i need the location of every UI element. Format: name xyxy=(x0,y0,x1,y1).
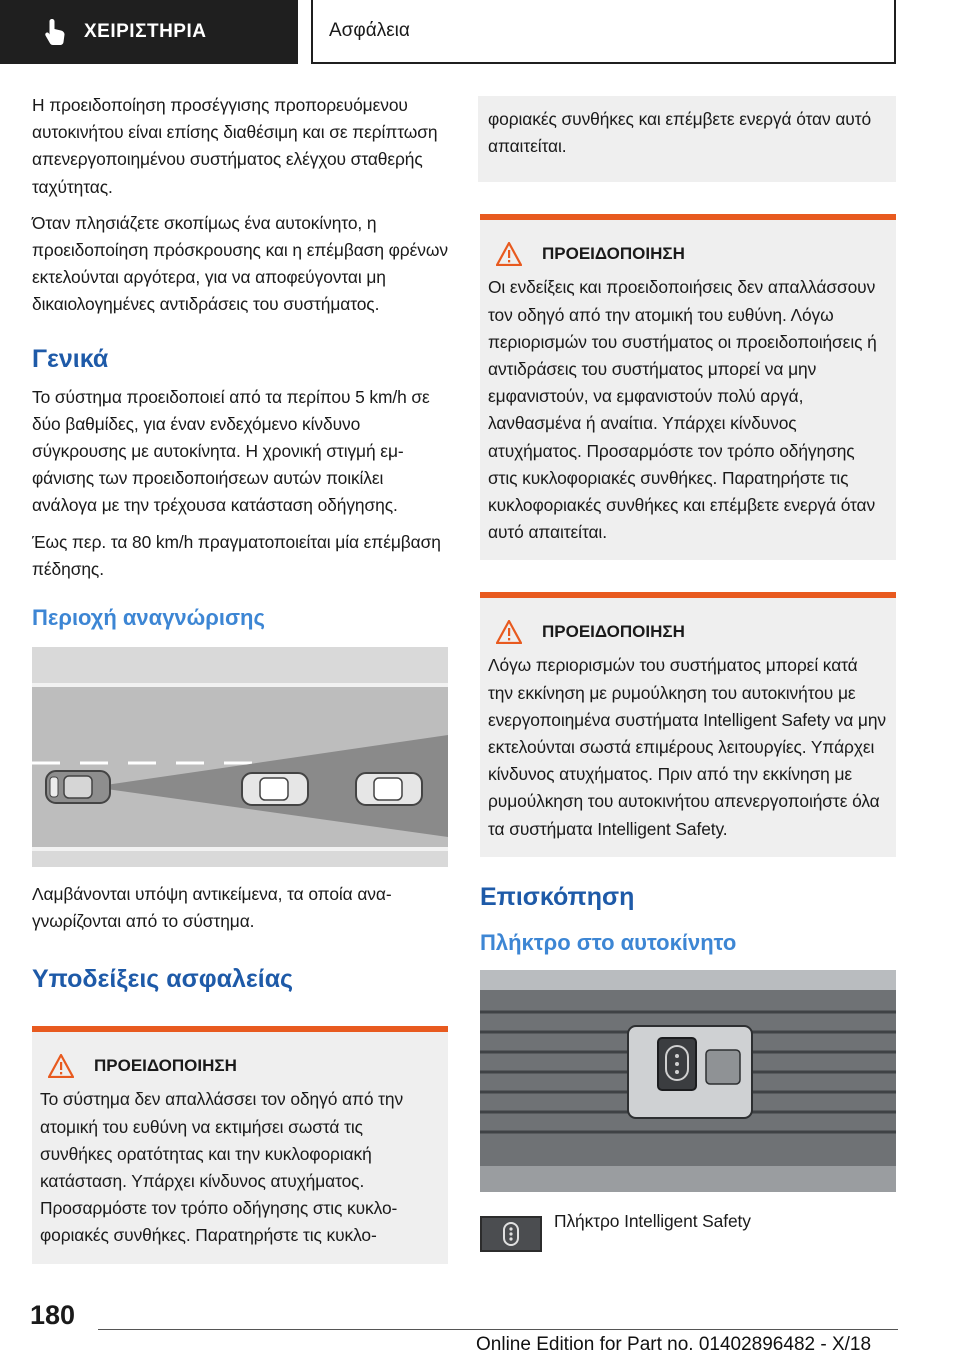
left-column xyxy=(32,92,448,1264)
dashboard-button-photo xyxy=(480,970,896,1192)
page-number: 180 xyxy=(30,1300,76,1330)
warning-continuation xyxy=(478,96,896,182)
warning-title: ΠΡΟΕΙΔΟΠΟΙΗΣΗ xyxy=(542,622,685,642)
warning-text: φοριακές συνθήκες και επέμβετε ενεργά όταν αυτό απαιτείται. xyxy=(488,109,872,157)
ego-car xyxy=(46,771,110,803)
detection-area-illustration xyxy=(32,647,448,867)
warning-text: Το σύστημα δεν απαλλάσσει τον οδηγό από την ατομική του ευθύνη να εκτιμήσει σωστά τις συνθήκες ορατότητας και την κυκλοφοριακή κατάσταση. Υπάρχει κίνδυνος ατυχήματος. Προσαρμόστε τον τρόπο οδήγησης στις κυκλοφοριακές συνθήκες. Παρατηρήστε τις κυκλο- xyxy=(40,1089,404,1246)
warning-title: ΠΡΟΕΙΔΟΠΟΙΗΣΗ xyxy=(542,244,685,264)
car-ahead-1 xyxy=(242,773,308,805)
warning-box xyxy=(480,214,896,560)
figure-caption: Λαμβάνονται υπόψη αντικείμενα, τα οποία αναγνωρίζονται από το σύστημα. xyxy=(32,884,392,932)
intelligent-safety-button xyxy=(480,1216,542,1252)
warning-triangle-icon xyxy=(48,1054,74,1078)
intelligent-safety-button-icon xyxy=(658,1038,696,1090)
heading-safety-notes: Υποδείξεις ασφαλείας xyxy=(32,965,294,994)
warning-box xyxy=(32,1026,448,1263)
chapter-label: Ασφάλεια xyxy=(329,20,410,41)
button-caption: Πλήκτρο Intelligent Safety xyxy=(554,1210,751,1231)
warning-text: Οι ενδείξεις και προειδοποιήσεις δεν απαλλάσσουν τον οδηγό από την ατομική του ευθύνη. Λόγω περιορισμών του συστήματος οι προειδοποιήσεις ή αντιδράσεις του συστήματος μπορεί να μην εμφανιστούν, να εμφανιστούν πολύ αργά, λανθασμένα ή αναίτια. Υπάρχει κίνδυνος ατυχήματος. Προσαρμόστε τον τρόπο οδήγησης στις κυκλοφοριακές συνθήκες. Παρατηρήστε τις κυκλοφοριακές συνθήκες και επέμβετε ενεργά όταν αυτό απαιτείται. xyxy=(488,277,877,543)
intelligent-safety-icon xyxy=(501,1221,521,1247)
warning-box xyxy=(480,592,896,856)
edition-footer: Online Edition for Part no. 01402896482 - X/18 xyxy=(476,1334,872,1355)
hand-pointer-icon xyxy=(44,18,66,46)
heading-button-in-vehicle: Πλήκτρο στο αυτοκίνητο xyxy=(480,929,737,955)
paragraph: Η προειδοποίηση προσέγγισης προπορευόμενου αυτοκινήτου είναι επίσης διαθέσιμη και σε περίπτωση απενεργοποιημένου συστήματος ελέγχου σταθερής ταχύτητας. xyxy=(32,95,438,197)
section-label: ΧΕΙΡΙΣΤΗΡΙΑ xyxy=(84,21,207,42)
header-section-tab xyxy=(0,0,298,64)
warning-triangle-icon xyxy=(496,620,522,644)
paragraph: Το σύστημα προειδοποιεί από τα περίπου 5 km/h σε δύο βαθμίδες, για έναν ενδεχόμενο κίνδυνο σύγκρουσης με αυτοκίνητα. Η χρονική στιγμή εμφάνισης των προειδοποιήσεων αυτών ποικίλει ανάλογα με την τρέχουσα κατάσταση οδήγησης. xyxy=(32,386,430,516)
warning-text: Λόγω περιορισμών του συστήματος μπορεί κατά την εκκίνηση με ρυμούλκηση του αυτοκινήτου με ενεργοποιημένα συστήματα Intelligent Safety να μην εκτελούνται σωστά επιμέρους λειτουργίες. Υπάρχει κίνδυνος ατυχήματος. Πριν από την εκκίνηση με ρυμούλκηση του αυτοκινήτου απενεργοποιήστε όλα τα συστήματα Intelligent Safety. xyxy=(488,655,887,839)
car-ahead-2 xyxy=(356,773,422,805)
footer-divider xyxy=(98,1329,898,1330)
button-caption-row xyxy=(480,1208,896,1252)
paragraph: Όταν πλησιάζετε σκοπίμως ένα αυτοκίνητο, η προειδοποίηση πρόσκρουσης και η επέμβαση φρένων εκτελούνται αργότερα, για να αποφεύγονται μη δικαιολογημένες αντιδράσεις του συστήματος. xyxy=(32,212,448,315)
warning-triangle-icon xyxy=(496,242,522,266)
heading-detection-area: Περιοχή αναγνώρισης xyxy=(32,605,265,631)
right-column xyxy=(480,96,896,1252)
heading-overview: Επισκόπηση xyxy=(480,882,635,911)
header-chapter-box xyxy=(311,0,896,64)
heading-general: Γενικά xyxy=(32,344,109,373)
paragraph: Έως περ. τα 80 km/h πραγματοποιείται μία επέμβαση πέδησης. xyxy=(32,531,441,579)
warning-title: ΠΡΟΕΙΔΟΠΟΙΗΣΗ xyxy=(94,1056,237,1076)
